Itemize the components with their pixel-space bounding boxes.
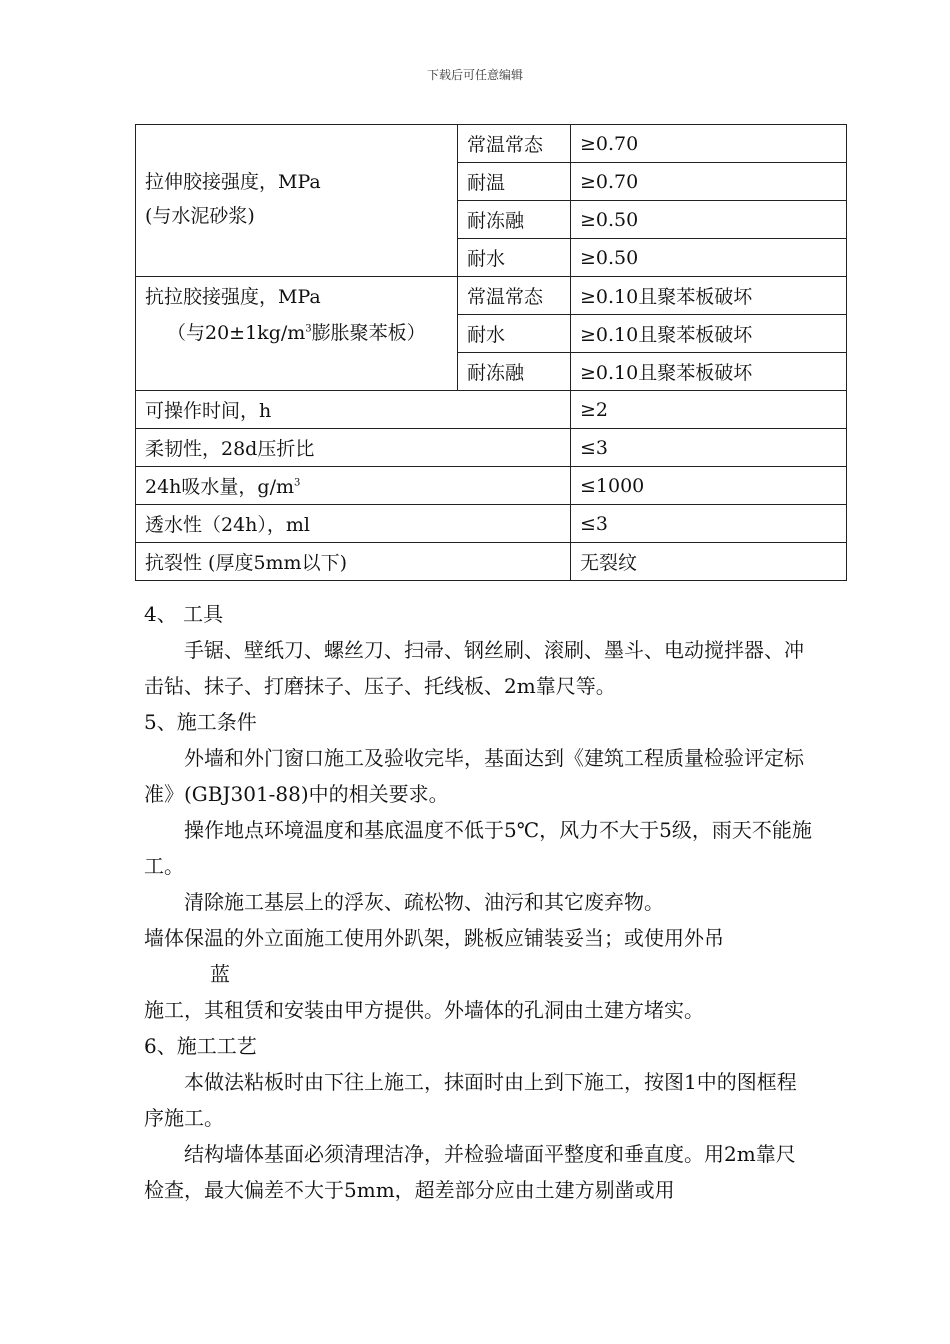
property-text: 24h吸水量，g/m [145, 476, 294, 498]
property-cell [136, 125, 458, 277]
value-cell: ≥0.10且聚苯板破坏 [571, 315, 847, 353]
table-row [136, 391, 847, 429]
superscript: 3 [305, 323, 312, 335]
condition-cell: 耐水 [458, 239, 571, 277]
value-cell: ≥0.70 [571, 163, 847, 201]
section-heading: 4、 工具 [144, 602, 224, 626]
property-text: 膨胀聚苯板） [311, 322, 426, 344]
page-header: 下载后可任意编辑 [426, 68, 523, 82]
table-row [136, 277, 847, 315]
condition-cell: 耐冻融 [458, 201, 571, 239]
property-cell: 可操作时间，h [136, 391, 571, 429]
value-cell: ≥0.70 [571, 125, 847, 163]
property-line [145, 315, 448, 351]
table-row [136, 429, 847, 467]
value-cell: ≤3 [571, 429, 847, 467]
section-heading: 5、施工条件 [144, 710, 257, 734]
table-row [136, 125, 847, 163]
property-cell [136, 467, 571, 505]
value-cell: ≥0.10且聚苯板破坏 [571, 353, 847, 391]
value-cell: ≥2 [571, 391, 847, 429]
value-cell: ≤3 [571, 505, 847, 543]
condition-cell: 耐水 [458, 315, 571, 353]
property-cell: 柔韧性，28d压折比 [136, 429, 571, 467]
value-cell: 无裂纹 [571, 543, 847, 581]
value-cell: ≤1000 [571, 467, 847, 505]
section-heading: 6、施工工艺 [144, 1034, 257, 1058]
superscript: 3 [294, 477, 301, 489]
paragraph: 操作地点环境温度和基底温度不低于5℃，风力不大于5级，雨天不能施工。 [144, 818, 812, 878]
value-cell: ≥0.50 [571, 239, 847, 277]
property-line: 抗拉胶接强度，MPa [145, 286, 321, 308]
property-cell: 抗裂性 (厚度5mm以下) [136, 543, 571, 581]
table-row [136, 505, 847, 543]
paragraph: 外墙和外门窗口施工及验收完毕，基面达到《建筑工程质量检验评定标准》(GBJ301-88)中的相关要求。 [144, 746, 804, 806]
table-row [136, 467, 847, 505]
property-line: 拉伸胶接强度，MPa [145, 171, 321, 193]
property-cell [136, 277, 458, 391]
paragraph: 本做法粘板时由下往上施工，抹面时由上到下施工，按图1中的图框程序施工。 [144, 1070, 797, 1130]
paragraph: 墙体保温的外立面施工使用外趴架，跳板应铺装妥当；或使用外吊 [144, 926, 724, 950]
property-cell: 透水性（24h），ml [136, 505, 571, 543]
paragraph: 清除施工基层上的浮灰、疏松物、油污和其它废弃物。 [184, 890, 664, 914]
value-cell: ≥0.10且聚苯板破坏 [571, 277, 847, 315]
paragraph: 蓝 [210, 962, 230, 986]
body-text [144, 596, 812, 1208]
property-line: (与水泥砂浆) [145, 205, 255, 227]
table-row [136, 543, 847, 581]
property-text: （与20±1kg/m [167, 322, 306, 344]
paragraph: 结构墙体基面必须清理洁净，并检验墙面平整度和垂直度。用2m靠尺检查，最大偏差不大于5mm，超差部分应由土建方剔凿或用 [144, 1142, 796, 1202]
paragraph: 手锯、壁纸刀、螺丝刀、扫帚、钢丝刷、滚刷、墨斗、电动搅拌器、冲击钻、抹子、打磨抹子、压子、托线板、2m靠尺等。 [144, 638, 804, 698]
condition-cell: 耐冻融 [458, 353, 571, 391]
spec-table [135, 124, 847, 581]
value-cell: ≥0.50 [571, 201, 847, 239]
condition-cell: 耐温 [458, 163, 571, 201]
condition-cell: 常温常态 [458, 277, 571, 315]
paragraph: 施工，其租赁和安装由甲方提供。外墙体的孔洞由土建方堵实。 [144, 998, 704, 1022]
condition-cell: 常温常态 [458, 125, 571, 163]
